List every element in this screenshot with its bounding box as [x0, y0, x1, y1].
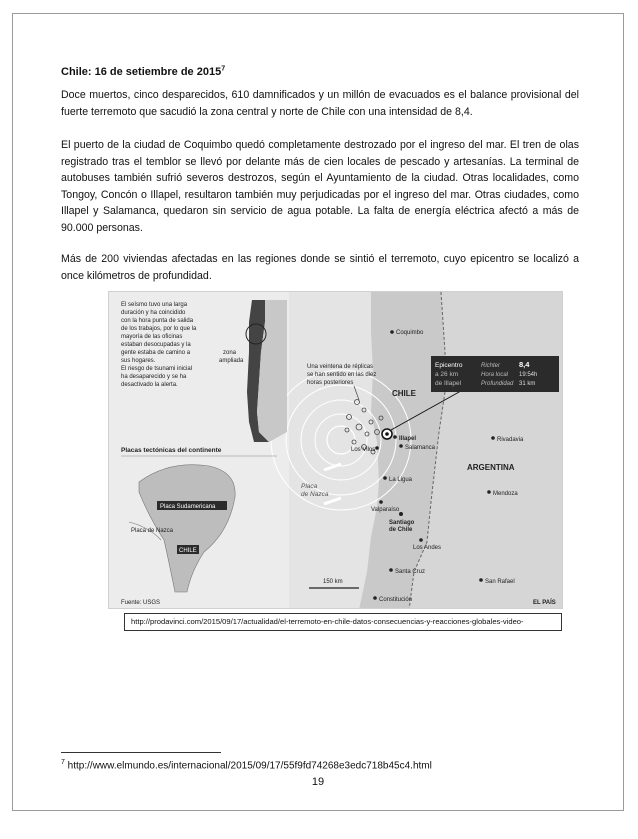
city-constitucion: Constitución	[379, 597, 413, 603]
city-rivadavia: Rivadavia	[497, 437, 524, 443]
city-santiago: Santiago	[389, 520, 415, 526]
epicenter-distance: a 26 km	[435, 371, 459, 378]
epicenter-town: de Illapel	[435, 380, 462, 387]
richter-label: Richter	[481, 363, 501, 369]
paragraph-viviendas: Más de 200 viviendas afectadas en las regiones donde se sintió el terremoto, cuyo epicentro se localizó a once kilómetros de profundidad.	[61, 253, 579, 282]
map-brand: EL PAÍS	[533, 600, 556, 606]
footnote	[61, 759, 432, 771]
city-los-vilos: Los Vilos	[351, 447, 376, 453]
paragraph-balance: Doce muertos, cinco desparecidos, 610 damnificados y un millón de evacuados es el balance provisional del fuerte terremoto que sacudió la zona central y norte de Chile con una intensidad de 8,4.	[61, 89, 579, 118]
city-salamanca: Salamanca	[405, 445, 436, 451]
replicas-note: Una veintena de réplicas se han sentido en las diez horas posteriores	[307, 364, 377, 386]
heading-title: Chile: 16 de setiembre de 2015	[61, 66, 222, 78]
depth-label: Profundidad	[481, 381, 514, 387]
footnote-reference[interactable]: 7	[221, 65, 226, 73]
depth-value: 31 km	[519, 381, 536, 387]
earthquake-map-figure	[108, 291, 563, 609]
city-coquimbo: Coquimbo	[396, 330, 424, 336]
city-la-ligua: La Ligua	[389, 477, 413, 483]
country-chile-label: CHILE	[392, 389, 416, 398]
city-mendoza: Mendoza	[493, 491, 518, 497]
intro-note: El seísmo tuvo una larga duración y ha coincidido con la hora punta de salida de los trabajos, por lo que la mayoría de las oficinas estaban desocupadas y la gente estaba de camino a sus hogares. El riesgo de tsunami inicial ha desaparecido y se ha desactivado la alerta.	[121, 302, 197, 388]
inset-chile-label: CHILE	[179, 548, 197, 554]
plate-nazca-label: Placa de Nazca	[131, 528, 174, 534]
caption-link[interactable]: http://prodavinci.com/2015/09/17/actualidad/el-terremoto-en-chile-datos-consecuencias-y-reacciones-globales-video-	[124, 613, 562, 631]
city-los-andes: Los Andes	[413, 545, 442, 551]
city-santiago-line2: de Chile	[389, 527, 413, 533]
city-valparaiso: Valparaíso	[371, 507, 400, 513]
footnote-number: 7	[61, 759, 65, 766]
footnote-url[interactable]: http://www.elmundo.es/internacional/2015/09/17/55f9fd74268e3edc718b45c4.html	[64, 760, 432, 772]
country-argentina-label: ARGENTINA	[467, 463, 515, 472]
zone-label: zona ampliada	[219, 350, 244, 364]
plates-title: Placas tectónicas del continente	[121, 447, 222, 454]
city-illapel: Illapel	[399, 436, 417, 442]
footnote-divider	[61, 752, 221, 753]
document-page	[12, 13, 624, 811]
city-san-rafael: San Rafael	[485, 579, 515, 585]
plate-south-american-label: Placa Sudamericana	[160, 504, 216, 510]
nazca-plate-label: Placa de Nazca	[301, 483, 329, 498]
local-time-label: Hora local	[481, 372, 509, 378]
city-santa-cruz: Santa Cruz	[395, 569, 426, 575]
paragraph-coquimbo: El puerto de la ciudad de Coquimbo quedó completamente destrozado por el ingreso del mar. El tren de olas registrado tras el temblor se llevó por delante más de cien locales de pescado y artesanías. La terminal de autobuses también sufrió severos destrozos, según el Ayuntamiento de la ciudad. Otras localidades, como Tongoy, Concón o Illapel, resultaron también muy perjudicadas por el ingreso del mar. Otras ciudades, como Illapel y Salamanca, quedaron sin servicio de agua potable. La falta de energía eléctrica afectó a más de 90.000 personas.	[61, 139, 579, 234]
page-number: 19	[311, 776, 325, 788]
local-time-value: 19:54h	[519, 372, 538, 378]
map-source: Fuente: USGS	[121, 600, 161, 606]
epicenter-label: Epicentro	[435, 362, 463, 369]
scale-label: 150 km	[323, 579, 343, 585]
section-heading	[61, 66, 225, 78]
richter-value: 8,4	[519, 360, 530, 369]
